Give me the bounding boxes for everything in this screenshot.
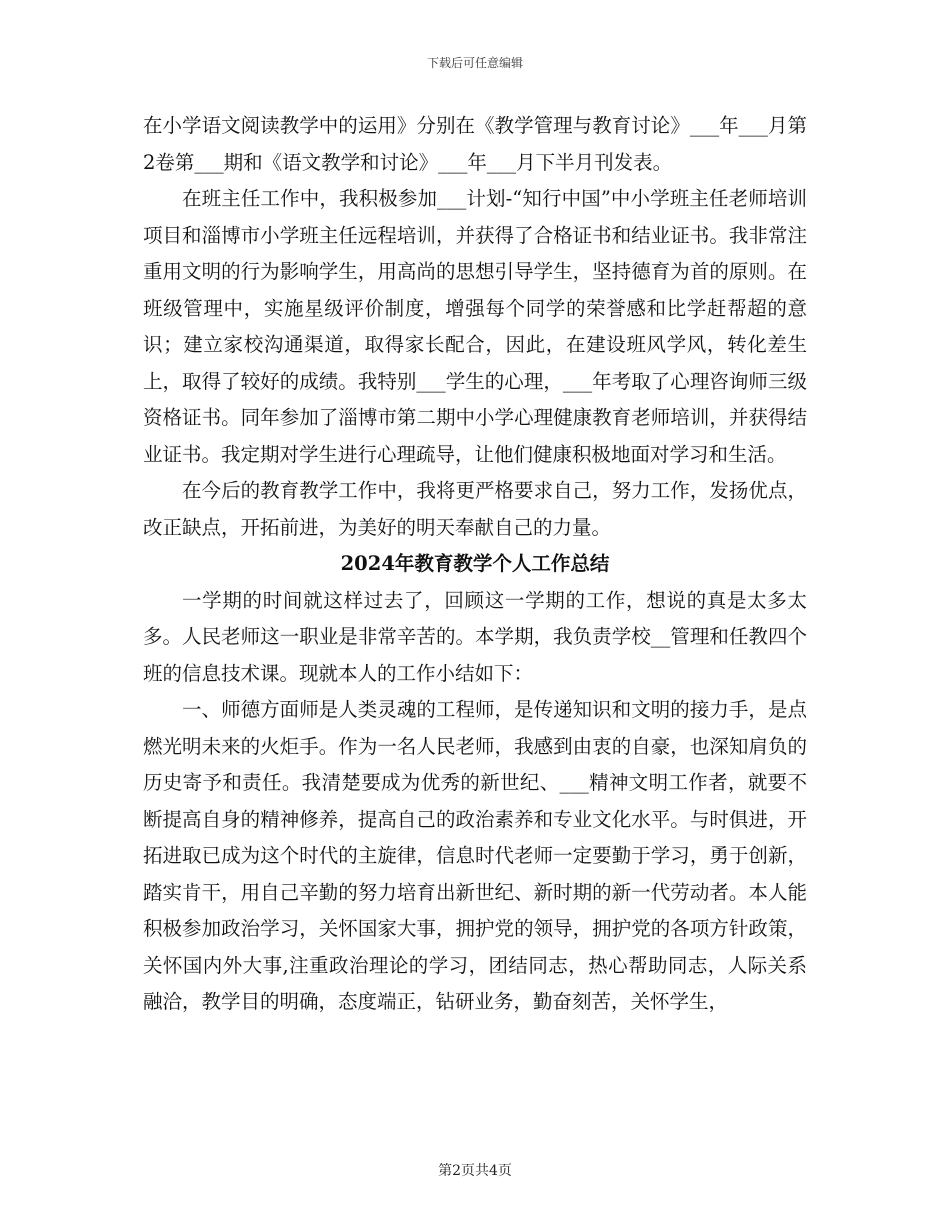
paragraph-ethics: 一、师德方面师是人类灵魂的工程师，是传递知识和文明的接力手，是点燃光明未来的火炬手。作为一名人民老师，我感到由衷的自豪，也深知肩负的历史寄予和责任。我清楚要成为优秀的新世纪、___精神文明工作者，就要不断提高自身的精神修养，提高自己的政治素养和专业文化水平。与时俱进，开拓进取已成为这个时代的主旋律，信息时代老师一定要勤于学习，勇于创新，踏实肯干，用自己辛勤的努力培育出新世纪、新时期的新一代劳动者。本人能积极参加政治学习，关怀国家大事，拥护党的领导，拥护党的各项方针政策，关怀国内外大事,注重政治理论的学习，团结同志，热心帮助同志，人际关系融洽，教学目的明确，态度端正，钻研业务，勤奋刻苦，关怀学生， (143, 698, 807, 1013)
paragraph-continuation: 在小学语文阅读教学中的运用》分别在《教学管理与教育讨论》___年___月第2卷第___期和《语文教学和讨论》___年___月下半月刊发表。 (143, 114, 807, 174)
page-footer: 第2页共4页 (438, 1163, 512, 1179)
document-body (143, 108, 807, 1021)
paragraph-intro: 一学期的时间就这样过去了，回顾这一学期的工作，想说的真是太多太多。人民老师这一职业是非常辛苦的。本学期，我负责学校__管理和任教四个班的信息技术课。现就本人的工作小结如下： (143, 588, 807, 685)
paragraph-class-teacher: 在班主任工作中，我积极参加___计划-“知行中国”中小学班主任老师培训项目和淄博市小学班主任远程培训，并获得了合格证书和结业证书。我非常注重用文明的行为影响学生，用高尚的思想引导学生，坚持德育为首的原则。在班级管理中，实施星级评价制度，增强每个同学的荣誉感和比学赶帮超的意识；建立家校沟通渠道，取得家长配合，因此，在建设班风学风，转化差生上，取得了较好的成绩。我特别___学生的心理，___年考取了心理咨询师三级资格证书。同年参加了淄博市第二期中小学心理健康教育老师培训，并获得结业证书。我定期对学生进行心理疏导，让他们健康积极地面对学习和生活。 (143, 187, 807, 466)
section-title: 2024年教育教学个人工作总结 (340, 552, 610, 575)
page-header: 下载后可任意编辑 (426, 56, 523, 70)
paragraph-future-plan: 在今后的教育教学工作中，我将更严格要求自己，努力工作，发扬优点，改正缺点，开拓前进，为美好的明天奉献自己的力量。 (143, 479, 807, 539)
